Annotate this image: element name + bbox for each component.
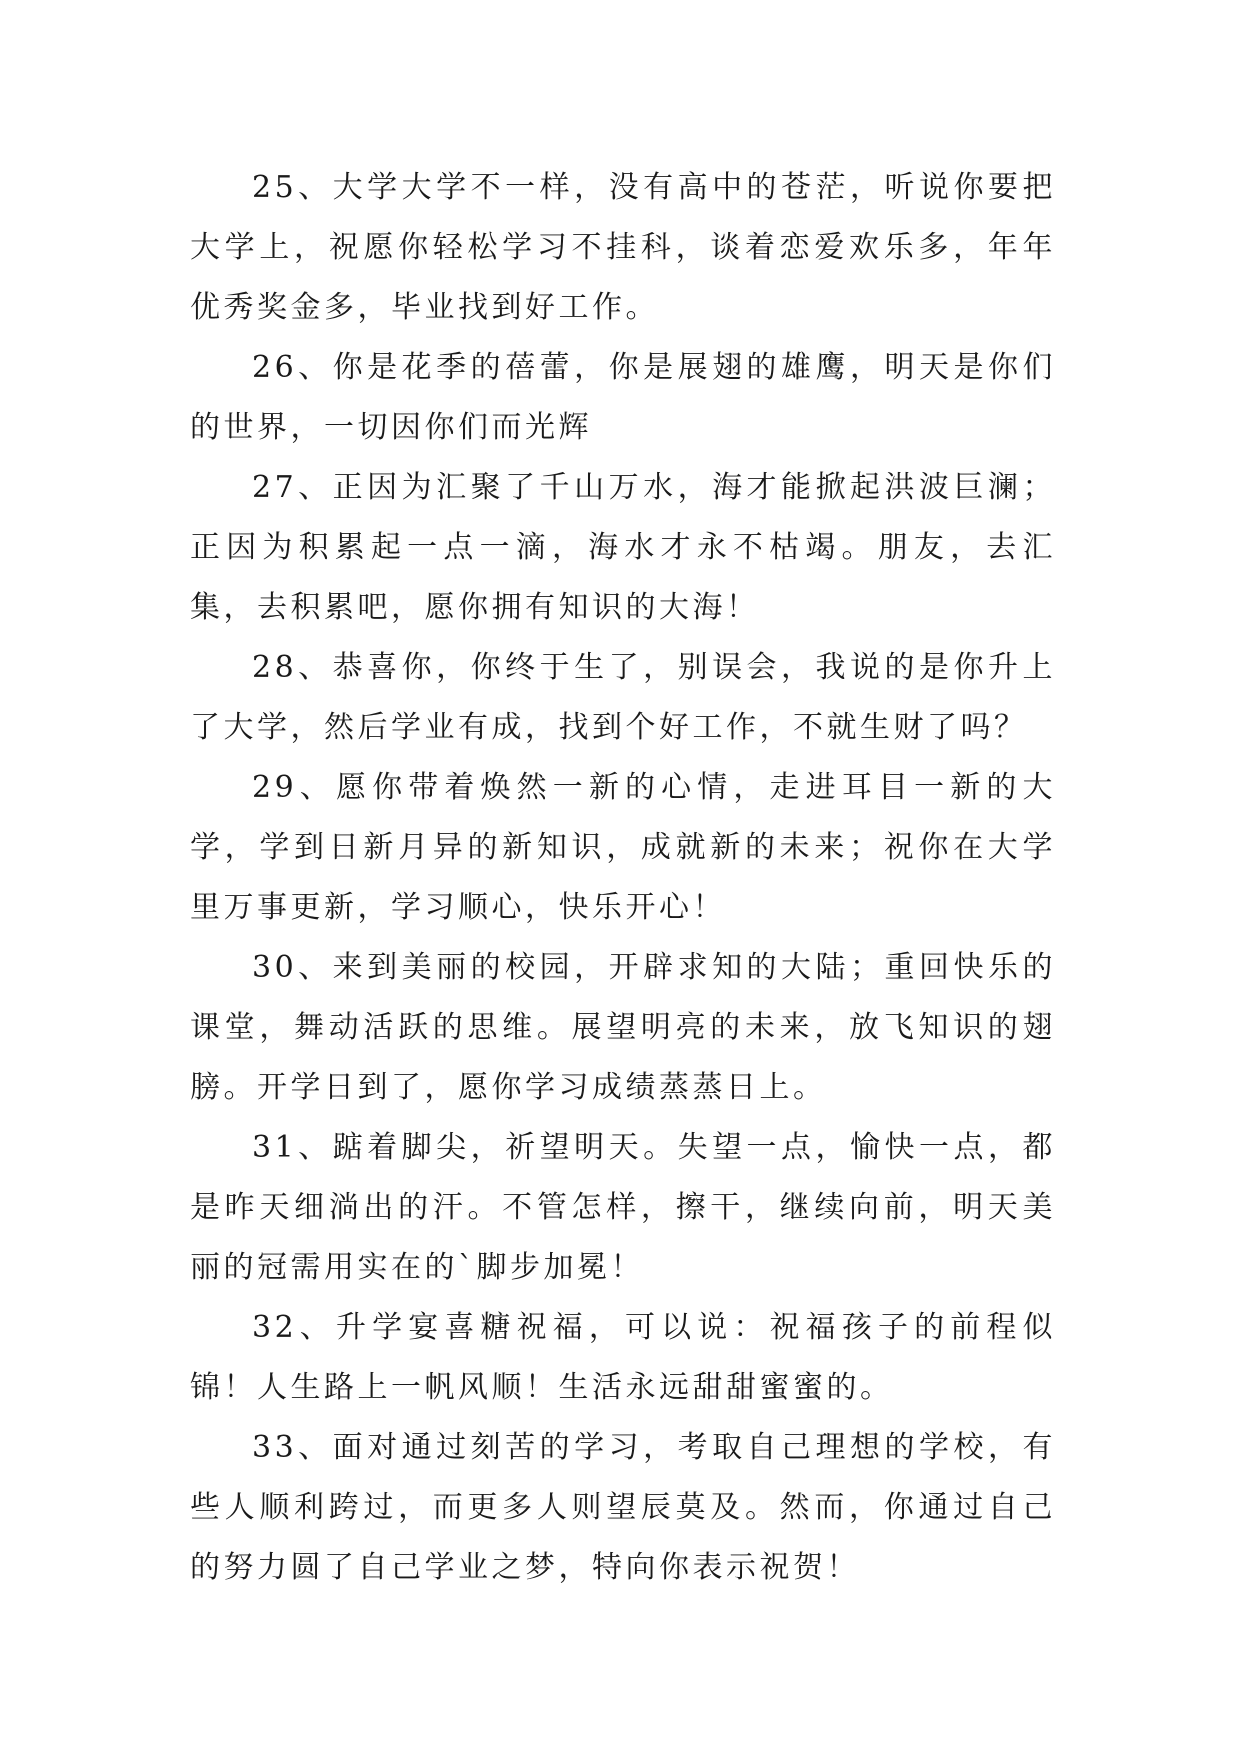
paragraph-31: 31、踮着脚尖，祈望明天。失望一点，愉快一点，都是昨天细淌出的汗。不管怎样，擦干，继续向前，明天美丽的冠需用实在的`脚步加冕！ <box>190 1130 1056 1285</box>
document-body <box>190 158 1056 1598</box>
paragraph-28: 28、恭喜你，你终于生了，别误会，我说的是你升上了大学，然后学业有成，找到个好工作，不就生财了吗？ <box>190 650 1056 745</box>
paragraph-25: 25、大学大学不一样，没有高中的苍茫，听说你要把大学上，祝愿你轻松学习不挂科，谈着恋爱欢乐多，年年优秀奖金多，毕业找到好工作。 <box>190 170 1056 325</box>
paragraph-30: 30、来到美丽的校园，开辟求知的大陆；重回快乐的课堂，舞动活跃的思维。展望明亮的未来，放飞知识的翅膀。开学日到了，愿你学习成绩蒸蒸日上。 <box>190 950 1056 1105</box>
paragraph-29: 29、愿你带着焕然一新的心情，走进耳目一新的大学，学到日新月异的新知识，成就新的未来；祝你在大学里万事更新，学习顺心，快乐开心！ <box>190 770 1056 925</box>
paragraph-27: 27、正因为汇聚了千山万水，海才能掀起洪波巨澜；正因为积累起一点一滴，海水才永不枯竭。朋友，去汇集，去积累吧，愿你拥有知识的大海！ <box>190 470 1056 625</box>
paragraph-33: 33、面对通过刻苦的学习，考取自己理想的学校，有些人顺利跨过，而更多人则望辰莫及。然而，你通过自己的努力圆了自己学业之梦，特向你表示祝贺！ <box>190 1430 1056 1585</box>
paragraph-26: 26、你是花季的蓓蕾，你是展翅的雄鹰，明天是你们的世界，一切因你们而光辉 <box>190 350 1056 445</box>
paragraph-32: 32、升学宴喜糖祝福，可以说：祝福孩子的前程似锦！人生路上一帆风顺！生活永远甜甜蜜蜜的。 <box>190 1310 1056 1405</box>
